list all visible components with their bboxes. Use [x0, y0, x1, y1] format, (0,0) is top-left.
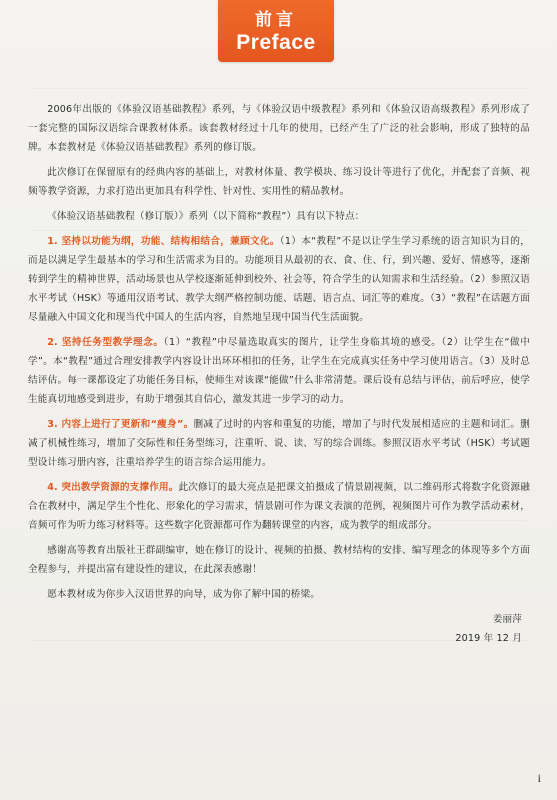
paragraph-feature-2: 2. 坚持任务型教学理念。（1）“教程”中尽量选取真实的图片，让学生身临其境的感受。（2）让学生在“做中学”。本“教程”通过合理安排教学内容设计出环环相扣的任务，让学生在完成真实任务中学习使用语言。（3）及时总结评估。每一课都设定了功能任务目标，使师生对该课“能做”什么非常清楚。课后设有总结与评估，前后呼应，使学生能真切地感受到进步，有助于增强其自信心，激发其进一步学习的动力。 — [28, 337, 530, 405]
title-english: Preface — [236, 31, 316, 54]
feature-2-heading: 2. 坚持任务型教学理念。 — [47, 337, 164, 348]
title-chinese: 前言 — [255, 10, 297, 30]
paragraph-feature-4: 4. 突出教学资源的支撑作用。此次修订的最大亮点是把课文拍摄成了情景剧视频，以二维码形式将数字化资源融合在教材中，满足学生个性化、形象化的学习需求，情景剧可作为课文表演的范例，视频图片可作为教学活动素材，音频可作为听力练习材料等。这些数字化资源都可作为翻转课堂的内容，成为教学的组成部分。 — [28, 482, 530, 531]
paragraph-intro: 2006年出版的《体验汉语基础教程》系列，与《体验汉语中级教程》系列和《体验汉语高级教程》系列形成了一套完整的国际汉语综合课教材体系。该套教材经过十几年的使用，已经产生了广泛的社会影响，形成了独特的品牌。本套教材是《体验汉语基础教程》系列的修订版。 — [28, 104, 530, 153]
paragraph-revision: 此次修订在保留原有的经典内容的基础上，对教材体量、教学模块、练习设计等进行了优化，并配套了音频、视频等教学资源，力求打造出更加具有科学性、针对性、实用性的精品教材。 — [28, 167, 530, 197]
page-number: i — [537, 771, 541, 785]
paragraph-feature-1: 1. 坚持以功能为纲，功能、结构相结合，兼顾文化。（1）本“教程”不是以让学生学习系统的语言知识为目的，而是以满足学生最基本的学习和生活需求为目的。功能项目从最初的衣、食、住、行，到兴趣、爱好、情感等，逐渐转到学生的精神世界，活动场景也从学校逐渐延伸到校外、社会等，符合学生的认知需求和生活经验。（2）参照汉语水平考试（HSK）等通用汉语考试、教学大纲严格控制功能、话题、语言点、词汇等的难度。（3）“教程”在话题方面尽量融入中国文化和现当代中国人的生活内容，自然地呈现中国当代生活面貌。 — [28, 236, 530, 323]
signature-author: 姜丽萍 — [492, 614, 522, 625]
feature-3-heading: 3. 内容上进行了更新和“瘦身”。 — [47, 419, 194, 430]
paragraph-feature-3: 3. 内容上进行了更新和“瘦身”。删减了过时的内容和重复的功能，增加了与时代发展相适应的主题和词汇。删减了机械性练习，增加了交际性和任务型练习，注重听、说、读、写的综合训练。参照汉语水平考试（HSK）考试题型设计练习册内容，注重培养学生的语言综合运用能力。 — [28, 419, 530, 468]
feature-1-heading: 1. 坚持以功能为纲，功能、结构相结合，兼顾文化。 — [47, 236, 280, 247]
feature-4-heading: 4. 突出教学资源的支撑作用。 — [47, 482, 179, 493]
preface-banner — [218, 0, 334, 62]
signature-date: 2019 年 12 月 — [455, 633, 522, 644]
preface-body — [28, 100, 530, 648]
paragraph-thanks: 感谢高等教育出版社王群副编审，她在修订的设计、视频的拍摄、教材结构的安排、编写理念的体现等多个方面全程参与，并提出富有建设性的建议，在此深表感谢！ — [28, 545, 530, 575]
paragraph-closing: 愿本教材成为你步入汉语世界的向导，成为你了解中国的桥梁。 — [47, 589, 321, 600]
paragraph-features-lead: 《体验汉语基础教程（修订版）》系列（以下简称“教程”）具有以下特点： — [47, 211, 365, 222]
